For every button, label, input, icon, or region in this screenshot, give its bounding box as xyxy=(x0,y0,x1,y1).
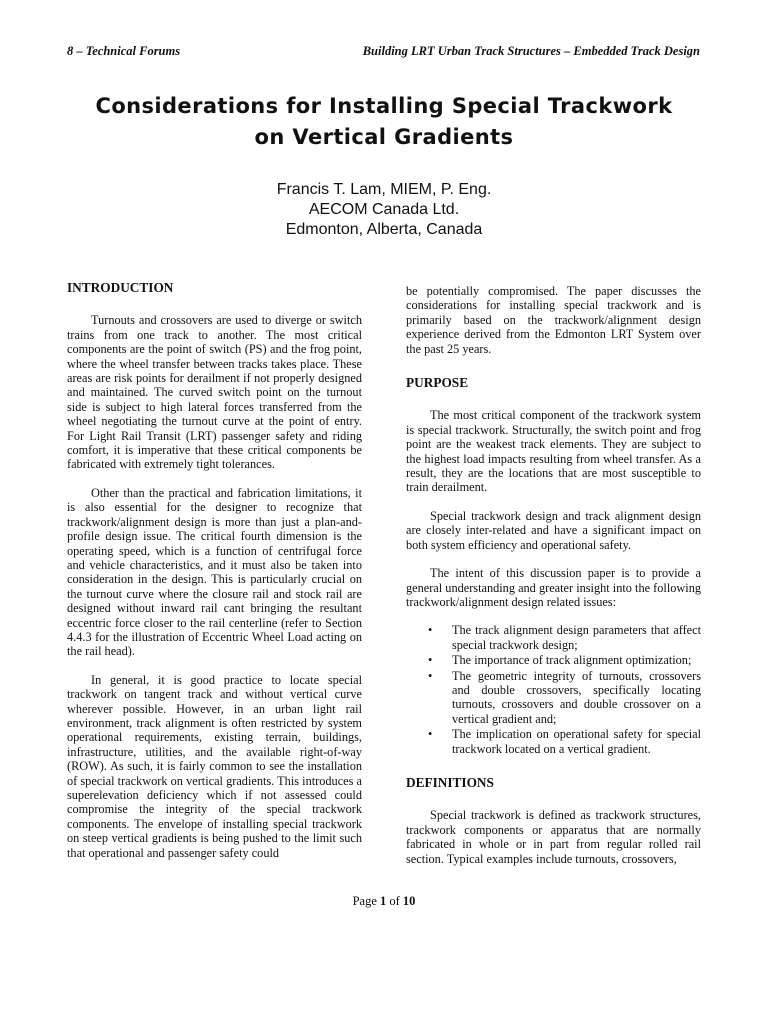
author-company: AECOM Canada Ltd. xyxy=(308,201,460,218)
intro-paragraph: In general, it is good practice to locate special trackwork on tangent track and without vertical curve wherever possible. However, in an urban light rail environment, track alignment is often restricted by system operational requirements, existing terrain, buildings, infrastructure, utilities, and the available right-of-way (ROW). As such, it is fairly common to see the installation of special trackwork on vertical gradients. This introduces a superelevation deficiency which if not assessed could compromise the integrity of the special trackwork components. The envelope of installing special trackwork on steep vertical gradients is being pushed to the limit such that operational and passenger safety could xyxy=(67,672,362,860)
list-item: • The importance of track alignment optimization; xyxy=(406,653,701,667)
purpose-paragraph: Special trackwork design and track alignment design are closely inter-related and have a significant impact on both system efficiency and operational safety. xyxy=(406,508,701,552)
right-column xyxy=(406,284,701,880)
header-left: 8 – Technical Forums xyxy=(67,44,181,58)
intro-paragraph: Other than the practical and fabrication limitations, it is also essential for the designer to recognize that trackwork/alignment design is more than just a plan-and-profile design issue. The critical fourth dimension is the operating speed, which is a function of centrifugal force and vehicle characteristics, and it must also be taken into consideration in the design. This is particularly crucial on the turnout curve where the closure rail and stock rail are designed without inward rail cant bringing the resultant eccentric force closer to the rail centerline (refer to Section 4.4.3 for the illustration of Eccentric Wheel Load acting on the rail head). xyxy=(67,485,362,659)
footer-prefix: Page xyxy=(352,894,380,908)
intro-paragraph: Turnouts and crossovers are used to diverge or switch trains from one track to another. The most critical components are the point of switch (PS) and the frog point, where the wheel transfer between tracks takes place. These areas are risk points for derailment if not properly designed and maintained. The curved switch point on the turnout side is subject to high lateral forces transferred from the wheel negotiating the turnout curve at the point of entry. For Light Rail Transit (LRT) passenger safety and riding comfort, it is imperative that these critical components be fabricated with extremely tight tolerances. xyxy=(67,313,362,472)
current-page-number: 1 xyxy=(380,894,387,908)
author-name: Francis T. Lam, MIEM, P. Eng. xyxy=(276,181,492,198)
list-item: • The implication on operational safety for special trackwork located on a vertical gradient. xyxy=(406,727,701,756)
author-block xyxy=(0,180,768,240)
continued-paragraph: be potentially compromised. The paper discusses the considerations for installing special trackwork and is primarily based on the trackwork/alignment design experience derived from the Edmonton LRT System over the past 25 years. xyxy=(406,284,701,356)
definitions-paragraph: Special trackwork is defined as trackwork structures, trackwork components or apparatus that are normally fabricated in whole or in part from regular rolled rail section. Typical examples include turnouts, crossovers, xyxy=(406,808,701,866)
author-location: Edmonton, Alberta, Canada xyxy=(285,221,483,238)
list-item: • The track alignment design parameters that affect special trackwork design; xyxy=(406,623,701,652)
title-line-1: Considerations for Installing Special Trackwork xyxy=(95,94,673,118)
section-heading-definitions: DEFINITIONS xyxy=(406,774,494,790)
issue-list xyxy=(406,623,701,756)
running-header xyxy=(67,44,700,59)
title-line-2: on Vertical Gradients xyxy=(254,125,514,149)
purpose-paragraph: The intent of this discussion paper is to provide a general understanding and greater insight into the following trackwork/alignment design related issues: xyxy=(406,566,701,609)
footer-of: of xyxy=(386,894,403,908)
section-heading-purpose: PURPOSE xyxy=(406,375,469,391)
list-item: • The geometric integrity of turnouts, crossovers and double crossovers, specifically locating turnouts, crossovers and double crossover on a vertical gradient and; xyxy=(406,669,701,727)
paper-title xyxy=(0,91,768,153)
total-page-count: 10 xyxy=(402,894,416,908)
purpose-paragraph: The most critical component of the trackwork system is special trackwork. Structurally, the switch point and frog point are the weakest track elements. They are subject to the highest load impacts resulting from wheel transfer. As a result, they are the locations that are most susceptible to train derailment. xyxy=(406,408,701,495)
left-column xyxy=(67,281,362,874)
header-right: Building LRT Urban Track Structures – Embedded Track Design xyxy=(362,44,700,58)
page-footer xyxy=(0,894,768,909)
section-heading-introduction: INTRODUCTION xyxy=(67,280,174,295)
